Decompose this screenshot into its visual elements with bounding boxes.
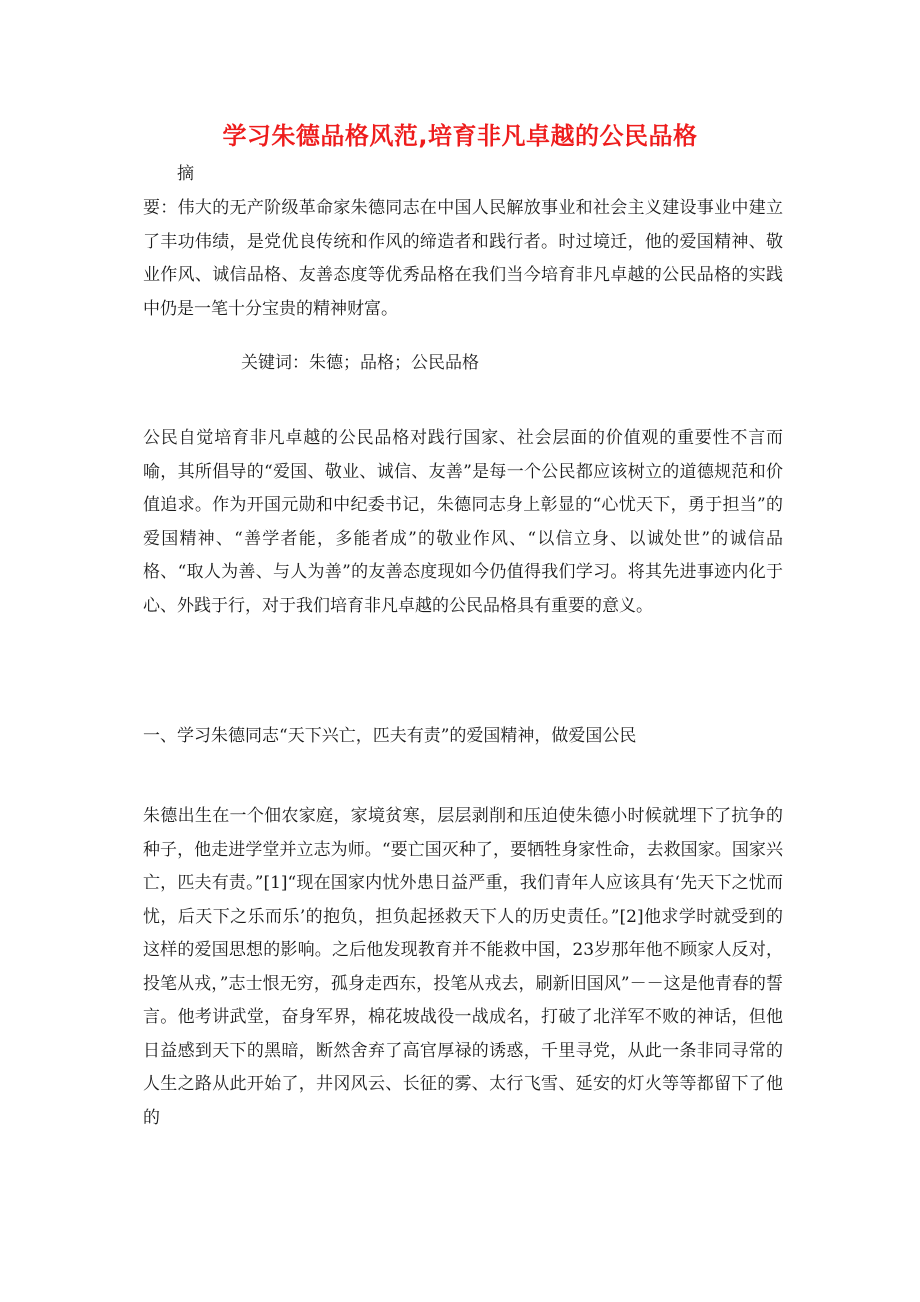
section-1-paragraph: 朱德出生在一个佃农家庭，家境贫寒，层层剥削和压迫使朱德小时候就埋下了抗争的种子，他走进学堂并立志为师。“要亡国灭种了，要牺牲身家性命，去救国家。国家兴亡，匹夫有责。”[1]“现在国家内忧外患日益严重，我们青年人应该具有‘先天下之忧而忧，后天下之乐而乐’的抱负，担负起拯救天下人的历史责任。”[2]他求学时就受到的这样的爱国思想的影响。之后他发现教育并不能救中国，23岁那年他不顾家人反对，投笔从戎，”志士恨无穷，孤身走西东，投笔从戎去，刷新旧国风”－－这是他青春的誓言。他考讲武堂，奋身军界，棉花坡战役一战成名，打破了北洋军不败的神话，但他日益感到天下的黑暗，断然舍弃了高官厚禄的诱惑，千里寻党，从此一条非同寻常的人生之路从此开始了，井冈风云、长征的雾、太行飞雪、延安的灯火等等都留下了他的 (143, 806, 783, 1128)
abstract-body: 要：伟大的无产阶级革命家朱德同志在中国人民解放事业和社会主义建设事业中建立了丰功伟绩，是党优良传统和作风的缔造者和践行者。时过境迁，他的爱国精神、敬业作风、诚信品格、友善态度等优秀品格在我们当今培育非凡卓越的公民品格的实践中仍是一笔十分宝贵的精神财富。 (143, 198, 783, 319)
abstract-label: 摘 (177, 164, 194, 184)
intro-paragraph: 公民自觉培育非凡卓越的公民品格对践行国家、社会层面的价值观的重要性不言而喻，其所倡导的“爱国、敬业、诚信、友善”是每一个公民都应该树立的道德规范和价值追求。作为开国元勋和中纪委书记，朱德同志身上彰显的“心忧天下，勇于担当”的爱国精神、“善学者能，多能者成”的敬业作风、“以信立身、以诚处世”的诚信品格、“取人为善、与人为善”的友善态度现如今仍值得我们学习。将其先进事迹内化于心、外践于行，对于我们培育非凡卓越的公民品格具有重要的意义。 (143, 428, 783, 616)
document-title: 学习朱德品格风范,培育非凡卓越的公民品格 (222, 122, 698, 150)
keywords-line: 关键词：朱德；品格；公民品格 (241, 353, 479, 373)
section-heading-1: 一、学习朱德同志“天下兴亡，匹夫有责”的爱国精神，做爱国公民 (143, 726, 637, 746)
